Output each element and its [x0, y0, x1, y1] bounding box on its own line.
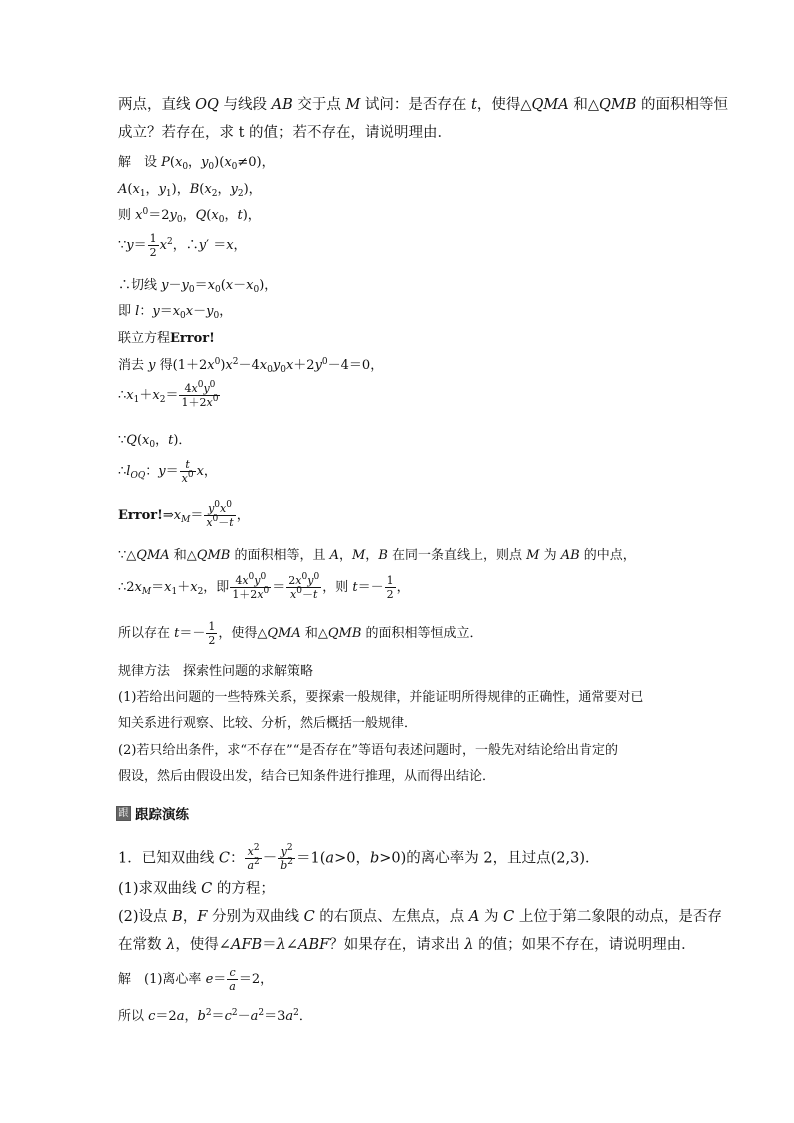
solution-line-9: $\therefore x_1+x_2=$ $\frac{4x^0y^0}{1+2x^0}$ [118, 380, 219, 409]
fraction: $\frac{c}{a}$ [229, 966, 236, 993]
solution-line-13: ∵△QMA 和△QMB 的面积相等，且 A，M，B 在同一条直线上，则点 M 为 AB 的中点， [118, 548, 636, 563]
method-p1-line-1: (1)若给出问题的一些特殊关系，要探索一般规律，并能证明所得规律的正确性，通常要对已 [118, 690, 644, 705]
solution-line-14: $\therefore 2x_M=x_1+x_2$，即 $\frac{4x^0y^0}{1+2x^0}$ ＝ $\frac{2x^0y^0}{x^0-t}$ ，则 t＝－ $\frac{1}{2}$ ， [118, 572, 410, 601]
question-1-solution-line-1: 解 (1)离心率 e＝ $\frac{c}{a}$ ＝2， [118, 966, 274, 993]
solution-line-5: ∴切线 $y-y_0=x_0(x-x_0)$， [118, 278, 278, 295]
solution-line-3: 则 $x^0=2y_0$，$Q(x_0$，t)， [118, 207, 261, 225]
question-1-line-2: (1)求双曲线 C 的方程； [118, 881, 275, 897]
fraction: $\frac{1}{2}$ [208, 620, 216, 647]
fraction: $\frac{1}{2}$ [149, 232, 157, 259]
method-title: 规律方法 探索性问题的求解策略 [118, 664, 314, 679]
solution-line-1: 解 设 $P(x_0$，$y_0)(x_0\ne 0)$， [118, 155, 275, 172]
fraction: $\frac{t}{x^0}$ [181, 458, 194, 485]
solution-line-11: $\therefore l_{OQ}$：y＝ $\frac{t}{x^0}$ x， [118, 458, 217, 485]
fraction: $\frac{4x^0y^0}{1+2x^0}$ [232, 572, 270, 601]
question-1-solution-line-2: 所以 c＝2a，$b^2=c^2-a^2=3a^2$． [118, 1008, 312, 1024]
fraction: $\frac{2x^0y^0}{x^0-t}$ [288, 572, 320, 601]
question-1-line-1: 1．已知双曲线 C： $\frac{x^2}{a^2}$ － $\frac{y^2}{b^2}$ ＝1(a>0，b>0)的离心率为 2，且过点(2,3)． [118, 843, 600, 872]
solution-line-2: $A(x_1$，$y_1$)，$B(x_2$，$y_2$)， [118, 182, 262, 199]
method-p2-line-1: (2)若只给出条件，求“不存在”“是否存在”等语句表述问题时，一般先对结论给出肯定的 [118, 743, 618, 758]
section-header [116, 803, 189, 823]
solution-line-7: 联立方程Error! [118, 331, 215, 346]
fraction: $\frac{y^2}{b^2}$ [280, 843, 294, 872]
fraction: $\frac{1}{2}$ [386, 574, 394, 601]
solution-line-4: ∵y＝ $\frac{1}{2}$ $x^2$，∴y′ ＝x， [118, 232, 247, 259]
section-icon: 跟 [116, 806, 131, 821]
method-p1-line-2: 知关系进行观察、比较、分析，然后概括一般规律． [118, 716, 418, 731]
fraction: $\frac{x^2}{a^2}$ [247, 843, 260, 872]
method-p2-line-2: 假设，然后由假设出发，结合已知条件进行推理，从而得出结论． [118, 769, 496, 784]
solution-line-15: 所以存在 t＝－ $\frac{1}{2}$ ，使得△QMA 和△QMB 的面积相等恒成立． [118, 620, 483, 647]
section-title: 跟踪演练 [135, 807, 189, 823]
problem-text-line-2: 成立？若存在，求 t 的值；若不存在，请说明理由． [118, 125, 453, 141]
solution-line-12: $Error!\Rightarrow x_M=$ $\frac{y^0x^0}{x^0-t}$ ， [118, 500, 250, 529]
solution-line-8: 消去 y 得$(1+2x^0)x^2-4x_0y_0x+2y^0-4=0$， [118, 357, 384, 375]
solution-line-6: 即 l：$y=x_0x-y_0$， [118, 304, 233, 321]
problem-text-line-1: 两点，直线 OQ 与线段 AB 交于点 M 试问：是否存在 t，使得△QMA 和△QMB 的面积相等恒 [118, 97, 729, 113]
fraction: $\frac{y^0x^0}{x^0-t}$ [206, 500, 234, 529]
question-1-line-4: 在常数 λ，使得∠AFB＝λ∠ABF？如果存在，请求出 λ 的值；如果不存在，请说明理由． [118, 937, 696, 953]
fraction: $\frac{4x^0y^0}{1+2x^0}$ [181, 380, 219, 409]
question-1-line-3: (2)设点 B，F 分别为双曲线 C 的右顶点、左焦点，点 A 为 C 上位于第二象限的动点，是否存 [118, 909, 722, 925]
solution-line-10: $\because Q(x_0$，t)． [118, 433, 192, 450]
